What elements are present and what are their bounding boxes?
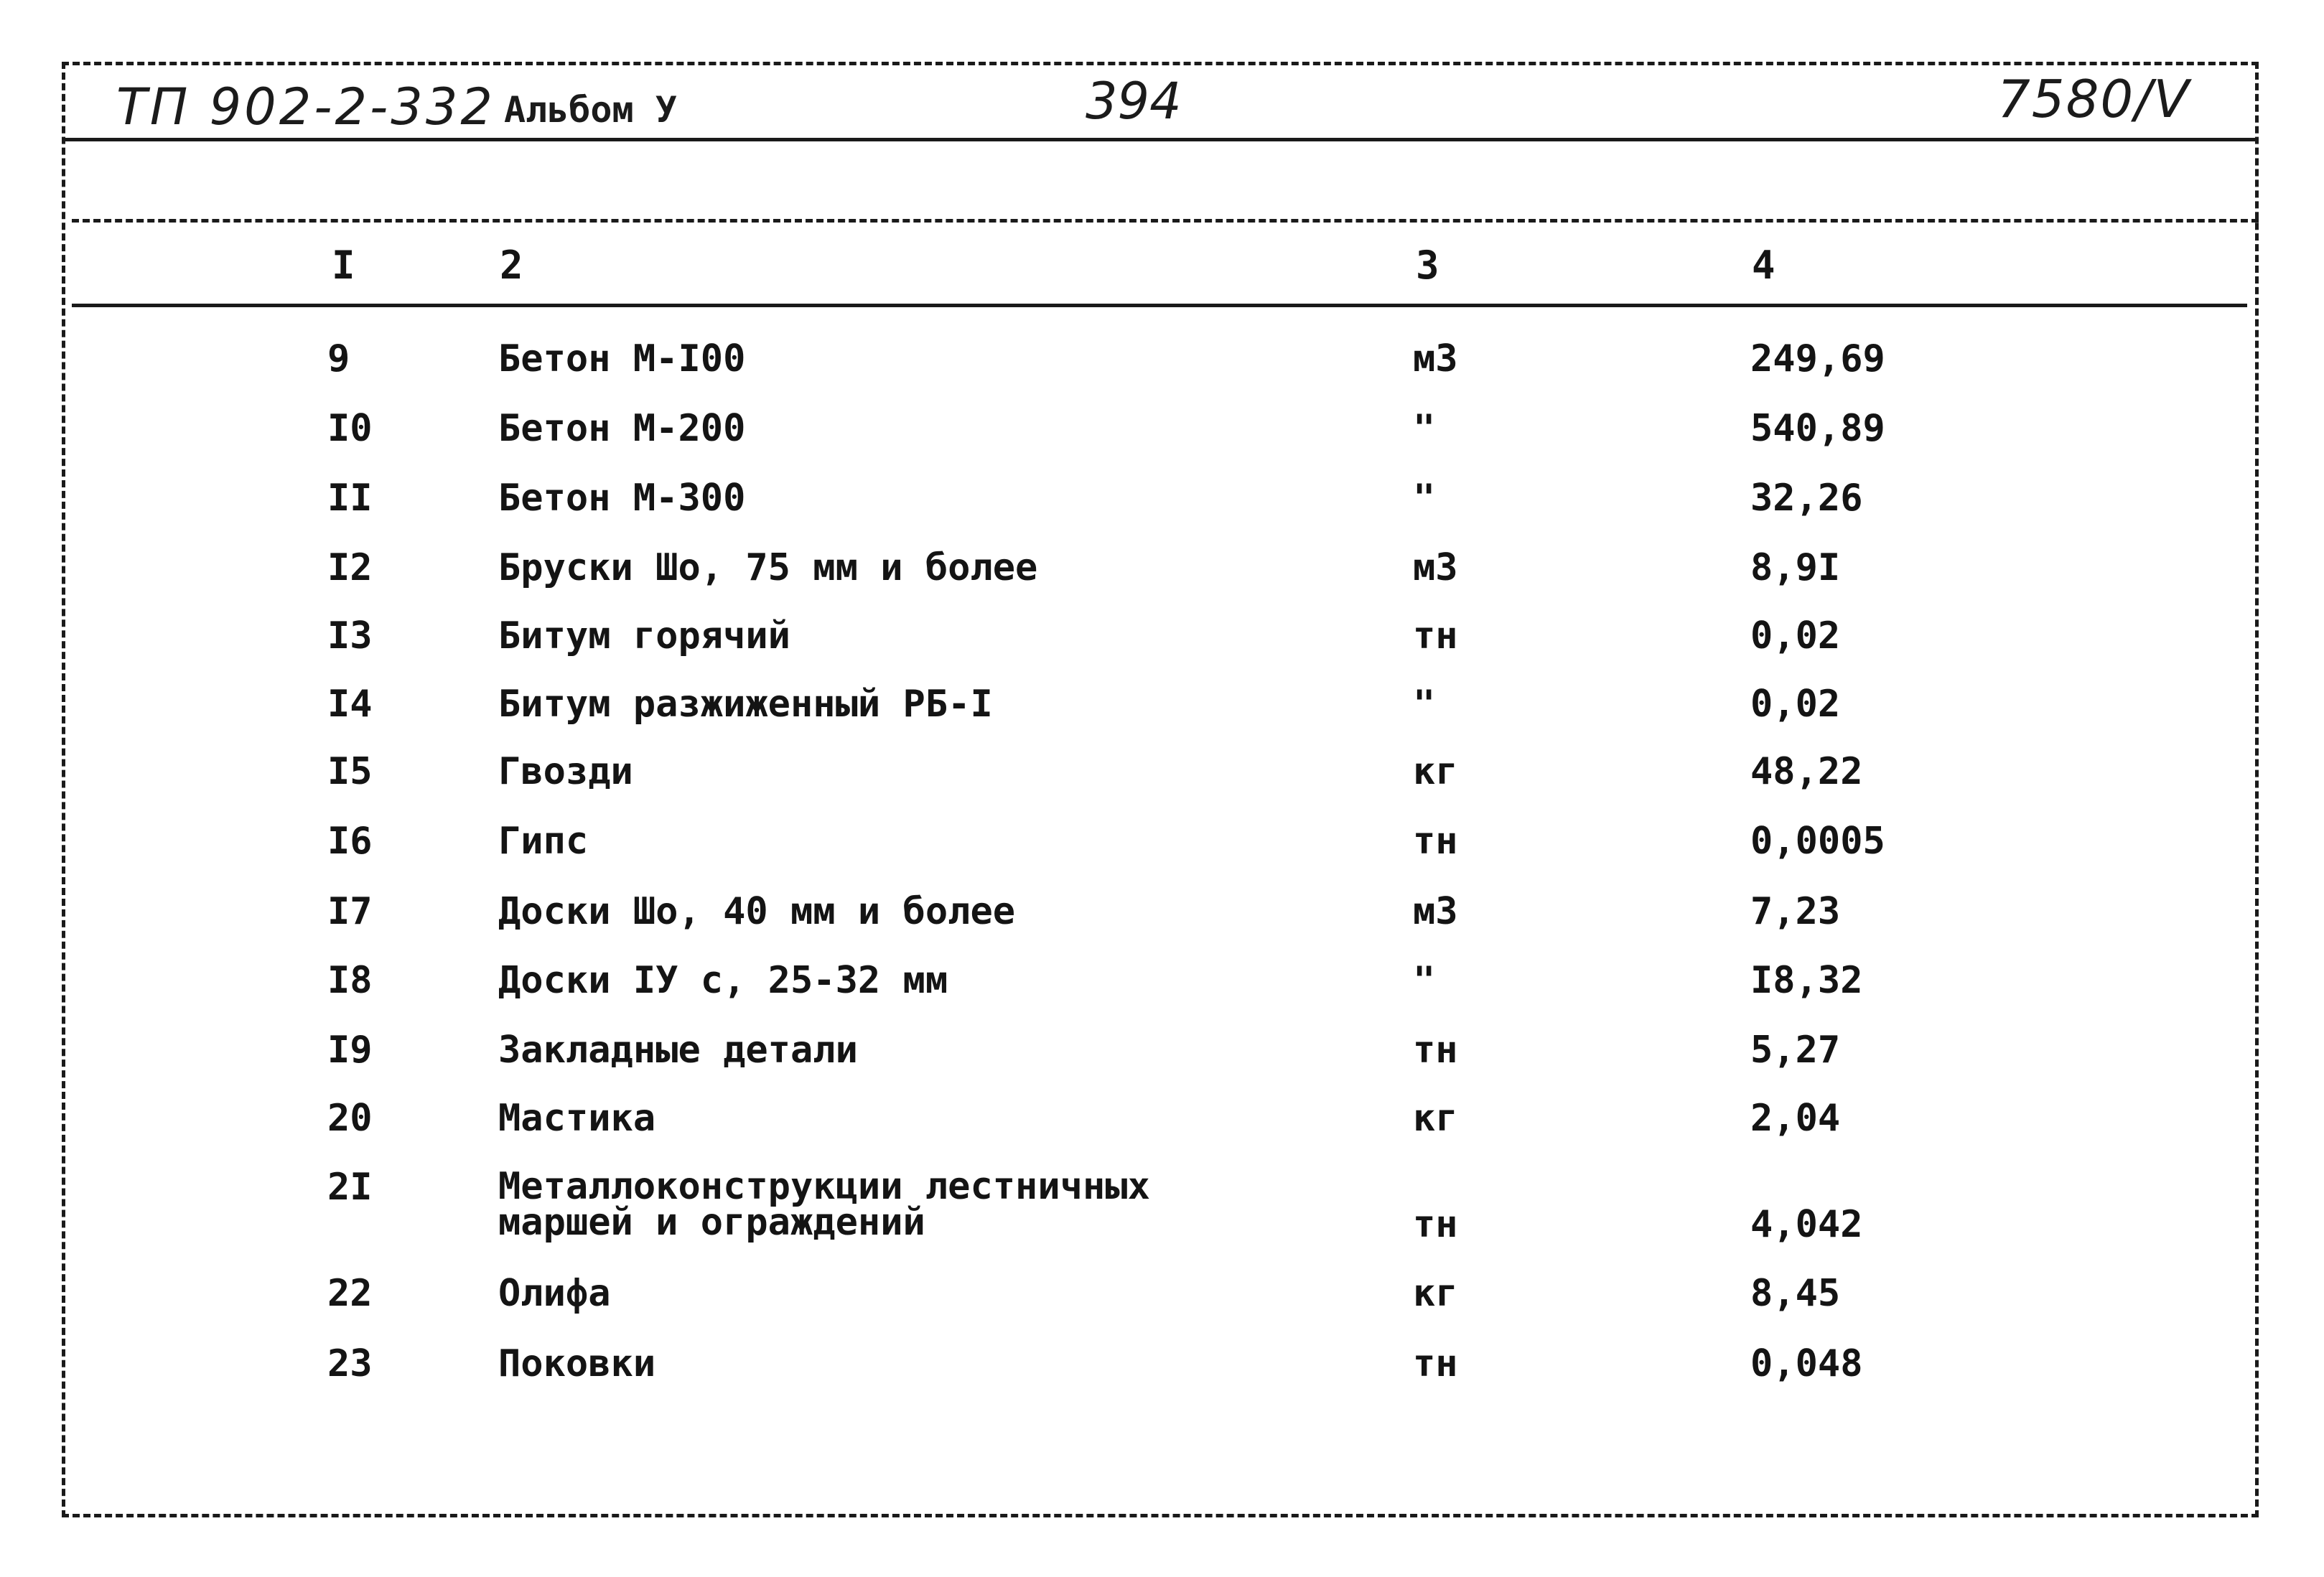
album-label: Альбом У	[504, 89, 677, 131]
quantity: 4,042	[1750, 1203, 1863, 1246]
column-header-divider	[72, 304, 2247, 307]
quantity: 0,048	[1750, 1342, 1863, 1385]
row-number: 20	[327, 1097, 373, 1140]
quantity: 0,02	[1750, 683, 1841, 726]
column-header-1: I	[332, 243, 355, 288]
page-number: 394	[1086, 72, 1182, 131]
quantity: 0,02	[1750, 614, 1841, 658]
material-name: Олифа	[498, 1272, 611, 1315]
material-name: Битум горячий	[498, 614, 790, 658]
material-name: Доски Шо, 40 мм и более	[498, 890, 1016, 933]
material-name: Бетон М-200	[498, 407, 746, 450]
row-number: I5	[327, 750, 373, 793]
row-number: 23	[327, 1342, 373, 1385]
quantity: 7,23	[1750, 890, 1841, 933]
unit: тн	[1413, 820, 1458, 863]
unit: "	[1413, 683, 1436, 726]
quantity: 540,89	[1750, 407, 1885, 450]
material-name: Доски IУ с, 25-32 мм	[498, 959, 948, 1002]
unit: "	[1413, 959, 1436, 1002]
unit: м3	[1413, 890, 1458, 933]
column-header-2: 2	[500, 243, 523, 288]
row-number: I3	[327, 614, 373, 658]
quantity: 0,0005	[1750, 820, 1885, 863]
material-name: Бетон М-300	[498, 477, 746, 520]
row-number: I4	[327, 683, 373, 726]
material-name: Гвозди	[498, 750, 633, 793]
row-number: II	[327, 477, 373, 520]
unit: тн	[1413, 1342, 1458, 1385]
unit: кг	[1413, 1097, 1458, 1140]
unit: тн	[1413, 1029, 1458, 1072]
row-number: I2	[327, 546, 373, 589]
unit: м3	[1413, 546, 1458, 589]
quantity: I8,32	[1750, 959, 1863, 1002]
unit: кг	[1413, 750, 1458, 793]
row-number: I0	[327, 407, 373, 450]
table-top-border	[72, 219, 2259, 223]
column-header-4: 4	[1752, 243, 1775, 288]
quantity: 32,26	[1750, 477, 1863, 520]
column-header-3: 3	[1416, 243, 1439, 288]
quantity: 8,9I	[1750, 546, 1841, 589]
material-name: Поковки	[498, 1342, 656, 1385]
row-number: 22	[327, 1272, 373, 1315]
quantity: 5,27	[1750, 1029, 1841, 1072]
document-code: 7580/V	[1997, 69, 2190, 129]
quantity: 48,22	[1750, 750, 1863, 793]
row-number: I9	[327, 1029, 373, 1072]
unit: "	[1413, 407, 1436, 450]
row-number: I7	[327, 890, 373, 933]
unit: тн	[1413, 1203, 1458, 1246]
unit: м3	[1413, 337, 1458, 380]
project-stamp: ТП 902-2-332	[116, 78, 495, 136]
quantity: 2,04	[1750, 1097, 1841, 1140]
material-name: Бруски Шо, 75 мм и более	[498, 546, 1038, 589]
row-number: I6	[327, 820, 373, 863]
page-frame	[62, 62, 2259, 1517]
material-name: Мастика	[498, 1097, 656, 1140]
row-number: I8	[327, 959, 373, 1002]
material-name: Закладные детали	[498, 1029, 858, 1072]
material-name: Бетон М-I00	[498, 337, 746, 380]
quantity: 249,69	[1750, 337, 1885, 380]
unit: "	[1413, 477, 1436, 520]
material-name: Металлоконструкции лестничных маршей и ограждений	[498, 1165, 1150, 1244]
material-name: Гипс	[498, 820, 589, 863]
quantity: 8,45	[1750, 1272, 1841, 1315]
material-name: Битум разжиженный РБ-I	[498, 683, 993, 726]
title-divider	[63, 138, 2259, 141]
row-number: 9	[327, 337, 350, 380]
row-number: 2I	[327, 1166, 373, 1209]
unit: кг	[1413, 1272, 1458, 1315]
unit: тн	[1413, 614, 1458, 658]
